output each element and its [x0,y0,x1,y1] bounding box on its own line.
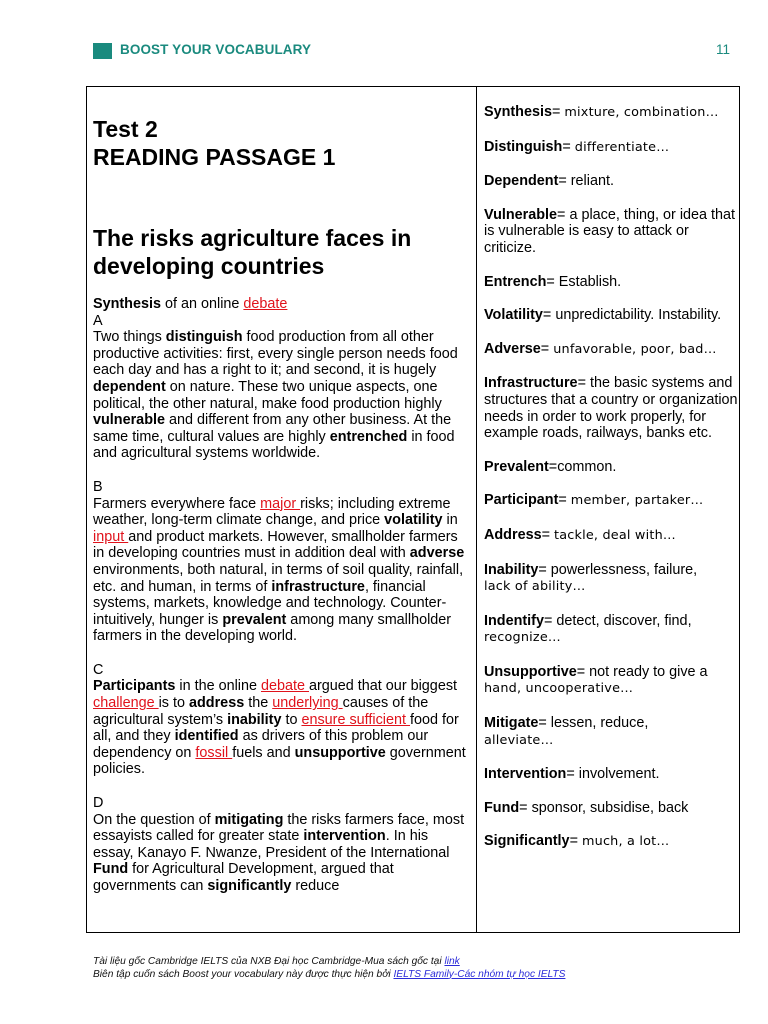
column-divider [476,86,477,933]
bold-word: identified [174,728,239,745]
bold-word: intervention [303,828,386,845]
bold-word: volatility [384,512,443,529]
paragraph-b: B Farmers everywhere face major risks; including extreme weather, long-term climate change, and price volatility in input and product markets. However, smallholder farmers in developing countries must in addition deal with adverse environments, both natural, in terms of soil quality, rainfall, etc. and human, in terms of infrastructure, financial systems, markets, knowledge and technology. Counter-intuitively, hunger is prevalent among many smallholder farmers in the developing world. [93,478,465,645]
intro-line: Synthesis of an online debate [93,296,288,312]
paragraph-letter: B [93,478,103,495]
bold-word: address [189,695,245,712]
glossary-entry: Mitigate= lessen, reduce, alleviate… [484,715,649,748]
glossary-column [484,104,738,868]
glossary-entry: Prevalent=common. [484,458,617,475]
paragraph-a: A Two things distinguish food production from all other productive activities: first, every single person needs food each day and has a right to it; and second, it is hugely dependent on nature. These two unique aspects, one political, the other natural, make food production highly vulnerable and different from any other business. At the same time, cultural values are highly entrenched in food and agricultural systems worldwide. [93,312,458,462]
footer-line-2: Biên tập cuốn sách Boost your vocabulary này được thực hiện bởi IELTS Family-Các nhóm tự học IELTS [93,968,566,980]
bold-word: adverse [409,545,465,562]
underlined-word: fossil [195,744,233,761]
page-number: 11 [715,42,730,57]
bold-word: mitigating [214,811,284,828]
underlined-word: debate [260,678,309,695]
glossary-entry: Unsupportive= not ready to give a hand, uncooperative… [484,663,708,697]
footer-link-buy[interactable]: link [444,956,460,967]
bold-word: Fund [93,861,129,878]
page-footer [93,956,733,981]
glossary-entry: Adverse= unfavorable, poor, bad… [484,340,717,357]
bold-word: unsupportive [294,744,386,761]
paragraph-letter: D [93,795,104,812]
passage-label: READING PASSAGE 1 [93,144,336,170]
underlined-word: debate [243,296,288,312]
glossary-entry: Inability= powerlessness, failure, lack of ability… [484,561,698,595]
bold-word: Participants [93,678,176,695]
glossary-entry: Vulnerable= a place, thing, or idea that is vulnerable is easy to attack or criticize. [484,206,736,256]
glossary-entry: Distinguish= differentiate… [484,138,670,155]
glossary-entry: Synthesis= mixture, combination… [484,104,719,120]
underlined-word: input [93,528,129,545]
glossary-entry: Address= tackle, deal with… [484,526,676,543]
bold-word: inability [227,711,282,728]
passage-column [93,115,468,895]
bold-word: significantly [207,878,292,894]
glossary-entry: Intervention= involvement. [484,766,660,783]
bold-word: infrastructure [271,578,365,595]
glossary-entry: Dependent= reliant. [484,173,614,190]
glossary-entry: Indentify= detect, discover, find, recognize… [484,612,692,646]
bold-word: vulnerable [93,412,165,429]
glossary-entry: Infrastructure= the basic systems and structures that a country or organization needs in order to work properly, for example roads, railways, banks etc. [484,375,738,442]
underlined-word: major [260,495,301,512]
page-header [93,42,733,60]
underlined-word: underlying [272,695,343,712]
glossary-entry: Participant= member, partaker… [484,492,704,509]
glossary-entry: Fund= sponsor, subsidise, back [484,799,689,816]
footer-link-ielts-family[interactable]: IELTS Family-Các nhóm tự học IELTS [393,968,566,980]
underlined-word: challenge [93,695,159,712]
bold-word: Synthesis [93,296,161,312]
bold-word: dependent [93,378,166,395]
test-label: Test 2 [93,116,158,142]
header-title: BOOST YOUR VOCABULARY [120,42,312,57]
paragraph-c: C Participants in the online debate argued that our biggest challenge is to address the underlying causes of the agricultural system’s inability to ensure sufficient food for all, and they identified as drivers of this problem our dependency on fossil fuels and unsupportive government policies. [93,661,466,778]
bold-word: entrenched [329,428,408,445]
underlined-word: ensure sufficient [301,711,410,728]
glossary-entry: Volatility= unpredictability. Instability. [484,307,722,324]
footer-line-1: Tài liệu gốc Cambridge IELTS của NXB Đại học Cambridge-Mua sách gốc tại link [93,956,460,967]
bold-word: distinguish [165,329,243,346]
paragraph-d: D On the question of mitigating the risks farmers face, most essayists called for greater state intervention. In his essay, Kanayo F. Nwanze, President of the International Fund for Agricultural Development, argued that governments can significantly reduce [93,795,465,894]
paragraph-letter: C [93,661,104,678]
article-title: The risks agriculture faces in developing countries [93,225,412,279]
paragraph-letter: A [93,312,103,329]
header-square-icon [93,43,112,59]
glossary-entry: Significantly= much, a lot… [484,833,670,850]
glossary-entry: Entrench= Establish. [484,273,622,290]
bold-word: prevalent [222,611,287,628]
